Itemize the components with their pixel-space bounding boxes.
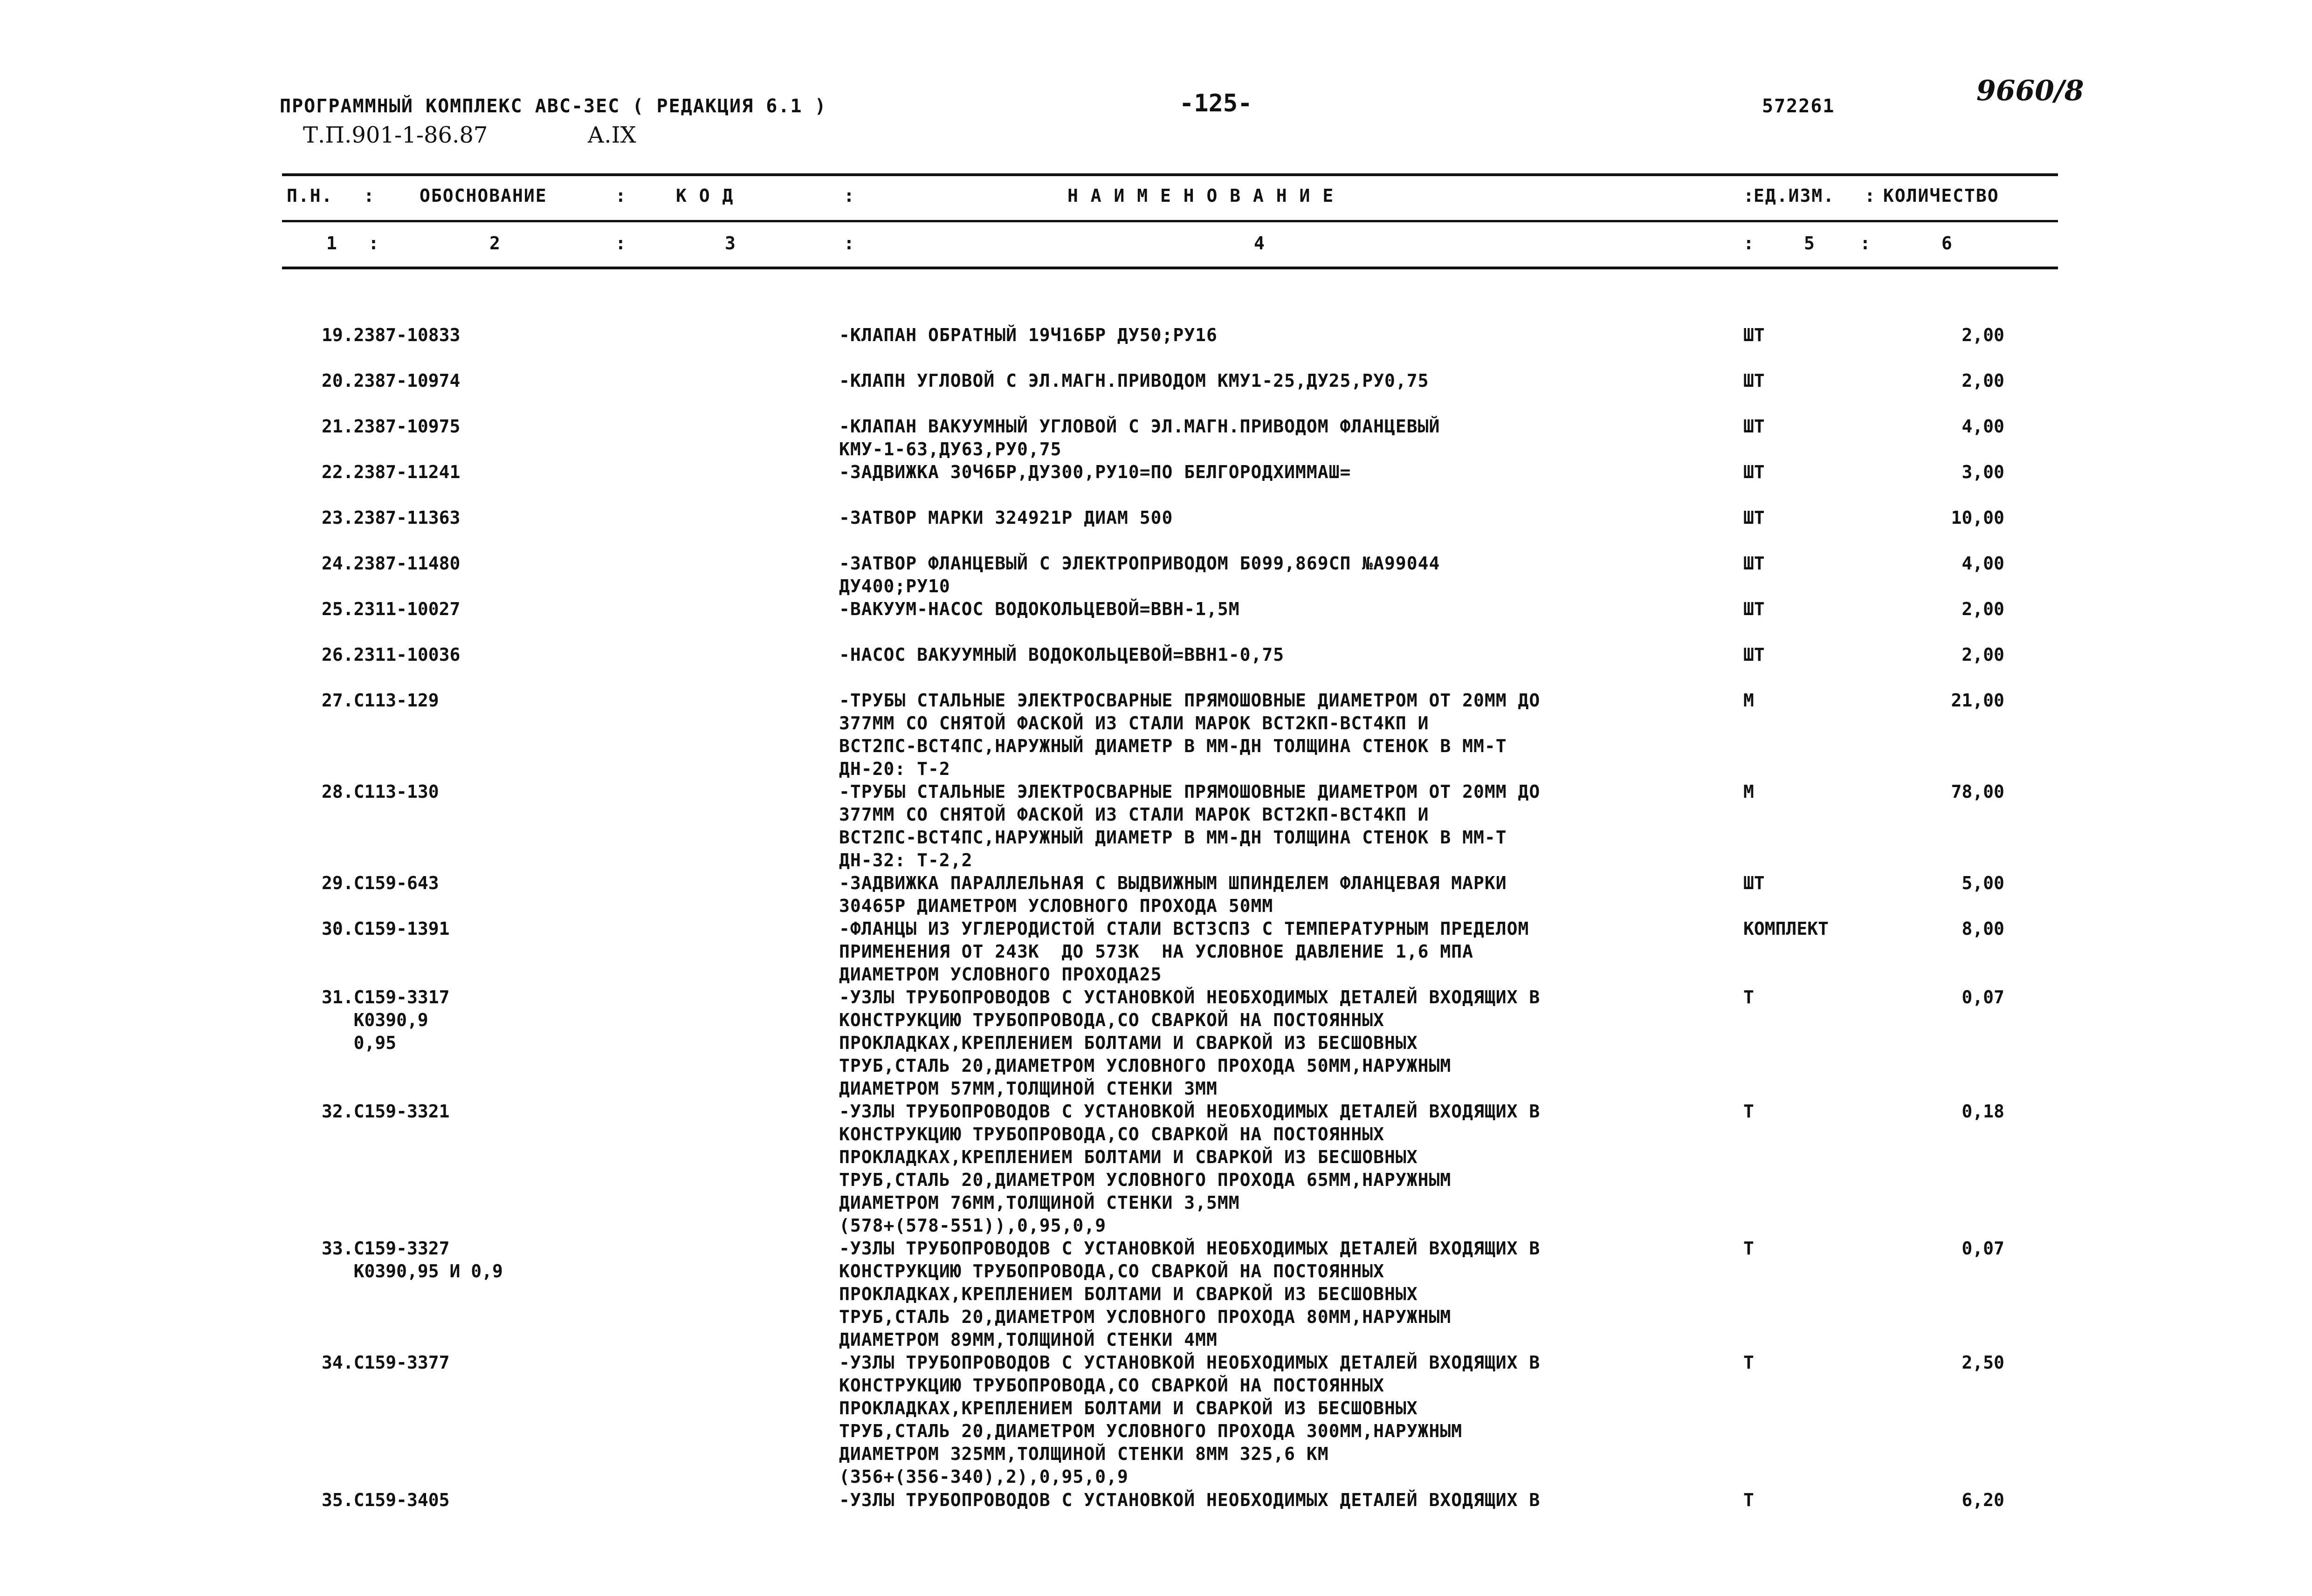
row-qty-value: 2,00 [1961, 644, 2004, 665]
row-pos: 28.C113-130 [322, 781, 439, 802]
col-separator: : [844, 185, 854, 206]
col-unit-header: ЕД.ИЗМ. [1754, 185, 1835, 206]
row-name: -ВАКУУМ-НАСОС ВОДОКОЛЬЦЕВОЙ=ВВН-1,5М [839, 599, 1240, 619]
page-number: -125- [1179, 89, 1252, 117]
row-pos: 26.2311-10036 [322, 644, 461, 665]
row-pos: 32.C159-3321 [322, 1101, 450, 1122]
row-qty-value: 2,00 [1961, 370, 2004, 391]
row-name: -ЗАТВОР МАРКИ 324921Р ДИАМ 500 [839, 507, 1173, 528]
row-qty-value: 10,00 [1951, 507, 2004, 528]
row-name: -НАСОС ВАКУУМНЫЙ ВОДОКОЛЬЦЕВОЙ=ВВН1-0,75 [839, 644, 1285, 665]
row-unit: ШТ [1743, 416, 1765, 437]
row-qty-value: 2,50 [1961, 1352, 2004, 1373]
col-pos-header: П.Н. [287, 185, 333, 206]
row-qty-value: 4,00 [1961, 416, 2004, 437]
row-pos: 35.C159-3405 [322, 1490, 450, 1510]
row-name: -ЗАДВИЖКА 30Ч6БР,ДУ300,РУ10=ПО БЕЛГОРОДХИММАШ= [839, 462, 1351, 482]
program-title: ПРОГРАММНЫЙ КОМПЛЕКС АВС-ЗЕС ( РЕДАКЦИЯ 6.1 ) [280, 96, 827, 117]
row-unit: Т [1743, 987, 1754, 1007]
table-top-rule [282, 173, 2058, 176]
row-pos: 19.2387-10833 [322, 325, 461, 345]
col-number-6: 6 [1941, 233, 1952, 253]
row-name: -КЛАПН УГЛОВОЙ С ЭЛ.МАГН.ПРИВОДОМ КМУ1-25,ДУ25,РУ0,75 [839, 370, 1429, 391]
handwritten-mark: 9660/8 [1976, 75, 2084, 107]
col-separator: : [615, 185, 626, 206]
row-name: -ЗАТВОР ФЛАНЦЕВЫЙ С ЭЛЕКТРОПРИВОДОМ Б099,869СП №А99044 ДУ400;РУ10 [839, 553, 1440, 596]
row-name: -ФЛАНЦЫ ИЗ УГЛЕРОДИСТОЙ СТАЛИ ВСТ3СП3 С ТЕМПЕРАТУРНЫМ ПРЕДЕЛОМ ПРИМЕНЕНИЯ ОТ 243К ДО 573К НА УСЛОВНОЕ ДАВЛЕНИЕ 1,6 МПА ДИАМЕТРОМ УСЛОВНОГО ПРОХОДА25 [839, 918, 1529, 985]
row-qty-value: 0,07 [1961, 1238, 2004, 1259]
col-separator: : [1860, 233, 1871, 253]
header-bottom-rule [282, 267, 2058, 269]
row-unit: Т [1743, 1101, 1754, 1122]
col-basis-header: ОБОСНОВАНИЕ [420, 185, 547, 206]
col-separator: : [615, 233, 626, 253]
col-number-2: 2 [489, 233, 500, 253]
col-separator: : [364, 185, 374, 206]
col-number-5: 5 [1804, 233, 1815, 253]
row-pos: 20.2387-10974 [322, 370, 461, 391]
row-unit: ШТ [1743, 873, 1765, 893]
col-code-header: К О Д [676, 185, 734, 206]
col-number-1: 1 [326, 233, 337, 253]
row-pos: 30.C159-1391 [322, 918, 450, 939]
row-name: -УЗЛЫ ТРУБОПРОВОДОВ С УСТАНОВКОЙ НЕОБХОДИМЫХ ДЕТАЛЕЙ ВХОДЯЩИХ В КОНСТРУКЦИЮ ТРУБОПРОВОДА,СО СВАРКОЙ НА ПОСТОЯННЫХ ПРОКЛАДКАХ,КРЕПЛЕНИЕМ БОЛТАМИ И СВАРКОЙ ИЗ БЕСШОВНЫХ ТРУБ,СТАЛЬ 20,ДИАМЕТРОМ УСЛОВНОГО ПРОХОДА 300ММ,НАРУЖНЫМ ДИАМЕТРОМ 325ММ,ТОЛЩИНОЙ СТЕНКИ 8ММ 325,6 КМ (356+(356-340),2),0,95,0,9 [839, 1352, 1541, 1487]
row-qty-value: 0,18 [1961, 1101, 2004, 1122]
row-qty-value: 2,00 [1961, 599, 2004, 619]
row-unit: ШТ [1743, 325, 1765, 345]
row-name: -УЗЛЫ ТРУБОПРОВОДОВ С УСТАНОВКОЙ НЕОБХОДИМЫХ ДЕТАЛЕЙ ВХОДЯЩИХ В КОНСТРУКЦИЮ ТРУБОПРОВОДА,СО СВАРКОЙ НА ПОСТОЯННЫХ ПРОКЛАДКАХ,КРЕПЛЕНИЕМ БОЛТАМИ И СВАРКОЙ ИЗ БЕСШОВНЫХ ТРУБ,СТАЛЬ 20,ДИАМЕТРОМ УСЛОВНОГО ПРОХОДА 80ММ,НАРУЖНЫМ ДИАМЕТРОМ 89ММ,ТОЛЩИНОЙ СТЕНКИ 4ММ [839, 1238, 1541, 1350]
row-pos: 22.2387-11241 [322, 462, 461, 482]
row-unit: ШТ [1743, 462, 1765, 482]
col-separator: : [368, 233, 379, 253]
row-qty-value: 2,00 [1961, 325, 2004, 345]
row-unit: Т [1743, 1238, 1754, 1259]
row-unit: ШТ [1743, 599, 1765, 619]
row-name: -ТРУБЫ СТАЛЬНЫЕ ЭЛЕКТРОСВАРНЫЕ ПРЯМОШОВНЫЕ ДИАМЕТРОМ ОТ 20ММ ДО 377ММ СО СНЯТОЙ ФАСКОЙ ИЗ СТАЛИ МАРОК ВСТ2КП-ВСТ4КП И ВСТ2ПС-ВСТ4ПС,НАРУЖНЫЙ ДИАМЕТР В ММ-ДН ТОЛЩИНА СТЕНОК В ММ-Т ДН-20: Т-2 [839, 690, 1541, 779]
row-unit: ШТ [1743, 644, 1765, 665]
row-pos: 25.2311-10027 [322, 599, 461, 619]
row-name: -ЗАДВИЖКА ПАРАЛЛЕЛЬНАЯ С ВЫДВИЖНЫМ ШПИНДЕЛЕМ ФЛАНЦЕВАЯ МАРКИ 30465Р ДИАМЕТРОМ УСЛОВНОГО ПРОХОДА 50ММ [839, 873, 1507, 916]
row-qty-value: 21,00 [1951, 690, 2004, 711]
row-qty-value: 4,00 [1961, 553, 2004, 574]
row-unit: М [1743, 781, 1754, 802]
col-number-3: 3 [725, 233, 736, 253]
row-name: -ТРУБЫ СТАЛЬНЫЕ ЭЛЕКТРОСВАРНЫЕ ПРЯМОШОВНЫЕ ДИАМЕТРОМ ОТ 20ММ ДО 377ММ СО СНЯТОЙ ФАСКОЙ ИЗ СТАЛИ МАРОК ВСТ2КП-ВСТ4КП И ВСТ2ПС-ВСТ4ПС,НАРУЖНЫЙ ДИАМЕТР В ММ-ДН ТОЛЩИНА СТЕНОК В ММ-Т ДН-32: Т-2,2 [839, 781, 1541, 870]
row-unit: ШТ [1743, 507, 1765, 528]
row-unit: Т [1743, 1490, 1754, 1510]
row-pos: 31.C159-3317 К0390,9 0,95 [322, 987, 450, 1053]
row-qty-value: 0,07 [1961, 987, 2004, 1007]
row-pos: 23.2387-11363 [322, 507, 461, 528]
row-qty-value: 8,00 [1961, 918, 2004, 939]
row-name: -УЗЛЫ ТРУБОПРОВОДОВ С УСТАНОВКОЙ НЕОБХОДИМЫХ ДЕТАЛЕЙ ВХОДЯЩИХ В [839, 1490, 1541, 1510]
col-separator: : [1743, 233, 1754, 253]
row-pos: 29.C159-643 [322, 873, 439, 893]
row-pos: 27.C113-129 [322, 690, 439, 711]
row-unit: М [1743, 690, 1754, 711]
col-number-4: 4 [1254, 233, 1265, 253]
row-pos: 21.2387-10975 [322, 416, 461, 437]
row-qty-value: 6,20 [1961, 1490, 2004, 1510]
row-qty-value: 5,00 [1961, 873, 2004, 893]
row-unit: ШТ [1743, 553, 1765, 574]
row-name: -УЗЛЫ ТРУБОПРОВОДОВ С УСТАНОВКОЙ НЕОБХОДИМЫХ ДЕТАЛЕЙ ВХОДЯЩИХ В КОНСТРУКЦИЮ ТРУБОПРОВОДА,СО СВАРКОЙ НА ПОСТОЯННЫХ ПРОКЛАДКАХ,КРЕПЛЕНИЕМ БОЛТАМИ И СВАРКОЙ ИЗ БЕСШОВНЫХ ТРУБ,СТАЛЬ 20,ДИАМЕТРОМ УСЛОВНОГО ПРОХОДА 65ММ,НАРУЖНЫМ ДИАМЕТРОМ 76ММ,ТОЛЩИНОЙ СТЕНКИ 3,5ММ (578+(578-551)),0,95,0,9 [839, 1101, 1541, 1236]
album-number: А.IX [587, 122, 636, 148]
col-name-header: Н А И М Е Н О В А Н И Е [1067, 185, 1335, 206]
row-unit: Т [1743, 1352, 1754, 1373]
row-pos: 33.C159-3327 К0390,95 И 0,9 [322, 1238, 503, 1281]
row-name: -УЗЛЫ ТРУБОПРОВОДОВ С УСТАНОВКОЙ НЕОБХОДИМЫХ ДЕТАЛЕЙ ВХОДЯЩИХ В КОНСТРУКЦИЮ ТРУБОПРОВОДА,СО СВАРКОЙ НА ПОСТОЯННЫХ ПРОКЛАДКАХ,КРЕПЛЕНИЕМ БОЛТАМИ И СВАРКОЙ ИЗ БЕСШОВНЫХ ТРУБ,СТАЛЬ 20,ДИАМЕТРОМ УСЛОВНОГО ПРОХОДА 50ММ,НАРУЖНЫМ ДИАМЕТРОМ 57ММ,ТОЛЩИНОЙ СТЕНКИ 3ММ [839, 987, 1541, 1099]
tp-number: Т.П.901-1-86.87 [303, 122, 488, 148]
document-code: 572261 [1762, 96, 1835, 117]
col-qty-header: КОЛИЧЕСТВО [1883, 185, 1999, 206]
col-separator: : [1865, 185, 1875, 206]
row-name: -КЛАПАН ВАКУУМНЫЙ УГЛОВОЙ С ЭЛ.МАГН.ПРИВОДОМ ФЛАНЦЕВЫЙ КМУ-1-63,ДУ63,РУ0,75 [839, 416, 1440, 459]
header-divider-rule [282, 220, 2058, 222]
col-separator: : [844, 233, 854, 253]
row-unit: ШТ [1743, 370, 1765, 391]
row-pos: 24.2387-11480 [322, 553, 461, 574]
row-unit: КОМПЛЕКТ [1743, 918, 1829, 939]
row-pos: 34.C159-3377 [322, 1352, 450, 1373]
row-name: -КЛАПАН ОБРАТНЫЙ 19Ч16БР ДУ50;РУ16 [839, 325, 1218, 345]
col-separator: : [1743, 185, 1754, 206]
row-qty-value: 78,00 [1951, 781, 2004, 802]
row-qty-value: 3,00 [1961, 462, 2004, 482]
